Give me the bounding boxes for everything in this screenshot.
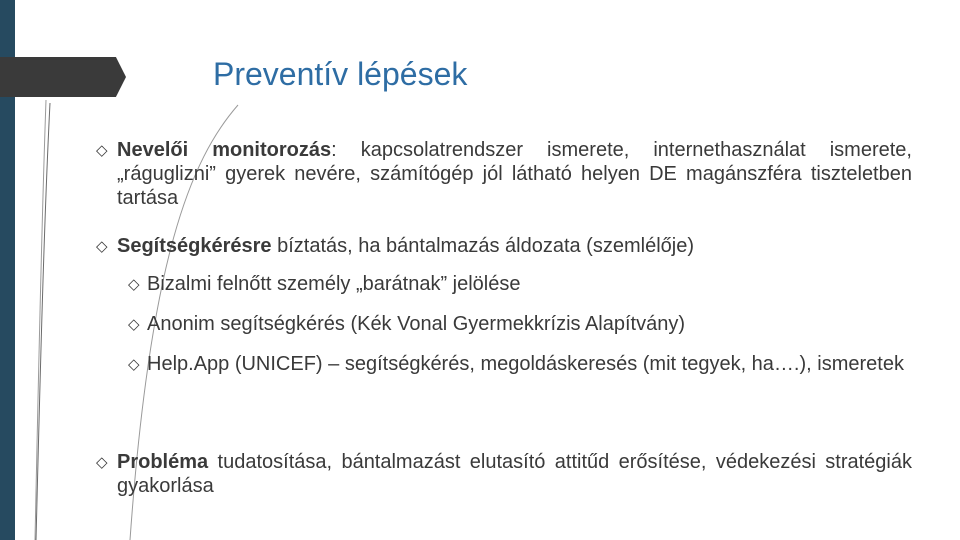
diamond-outline-icon: ◇ <box>128 276 140 293</box>
bullet-text: tudatosítása, bántalmazást elutasító attitűd erősítése, védekezési stratégiák gyakorlása <box>117 451 912 497</box>
diamond-outline-icon: ◇ <box>96 238 108 255</box>
bullet-bold-term: Segítségkérésre <box>117 235 272 257</box>
bullet-bold-term: Nevelői monitorozás <box>117 139 332 161</box>
sub-bullet-text: Anonim segítségkérés (Kék Vonal Gyermekkrízis Alapítvány) <box>147 313 686 335</box>
bullet-segitsegkeres <box>96 234 912 258</box>
bullet-text: : kapcsolatrendszer ismerete, internethasználat ismerete, „ráguglizni” gyerek nevére, számítógép jól látható helyen DE magánszféra tiszteletben tartása <box>117 139 912 209</box>
sub-bullet-helpapp <box>128 352 912 376</box>
sub-bullet-bizalmi-felnott <box>128 272 912 296</box>
bullet-problema-tudatositasa <box>96 450 912 498</box>
diamond-outline-icon: ◇ <box>96 142 108 159</box>
bullet-bold-term: Probléma <box>117 451 209 473</box>
diamond-outline-icon: ◇ <box>128 356 140 373</box>
sub-bullet-text: Help.App (UNICEF) – segítségkérés, megoldáskeresés (mit tegyek, ha….), ismeretek <box>147 353 904 375</box>
bullet-text: bíztatás, ha bántalmazás áldozata (szemlélője) <box>271 235 694 257</box>
diamond-outline-icon: ◇ <box>128 316 140 333</box>
sub-bullet-anonim-segitsegkeres <box>128 312 912 336</box>
slide-title: Preventív lépések <box>213 56 468 92</box>
diamond-outline-icon: ◇ <box>96 454 108 471</box>
sub-bullet-text: Bizalmi felnőtt személy „barátnak” jelölése <box>147 273 521 295</box>
bullet-nevelői-monitorozas <box>96 138 912 210</box>
